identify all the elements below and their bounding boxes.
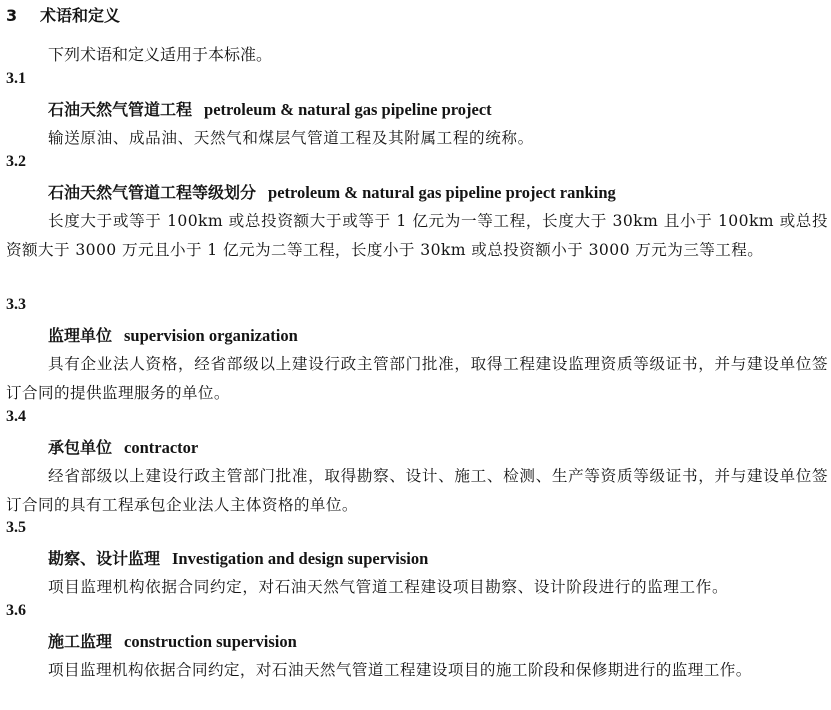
- section-intro: 下列术语和定义适用于本标准。: [48, 45, 273, 64]
- section-number: 3: [6, 6, 18, 25]
- term-title-en: contractor: [124, 438, 199, 457]
- term-definition: 具有企业法人资格，经省部级以上建设行政主管部门批准，取得工程建设监理资质等级证书，并与建设单位签订合同的提供监理服务的单位。: [6, 355, 828, 402]
- term-number: 3.3: [6, 296, 26, 313]
- term-title-en: petroleum & natural gas pipeline project ranking: [268, 183, 616, 202]
- term-definition: 经省部级以上建设行政主管部门批准，取得勘察、设计、施工、检测、生产等资质等级证书，并与建设单位签订合同的具有工程承包企业法人主体资格的单位。: [6, 467, 828, 514]
- term-definition: 项目监理机构依据合同约定，对石油天然气管道工程建设项目勘察、设计阶段进行的监理工作。: [48, 578, 729, 596]
- term-title-zh: 承包单位: [48, 438, 113, 457]
- term-definition: 项目监理机构依据合同约定，对石油天然气管道工程建设项目的施工阶段和保修期进行的监理工作。: [48, 661, 752, 679]
- term-title: [48, 97, 492, 120]
- term-title: [48, 629, 297, 652]
- term-title-zh: 监理单位: [48, 326, 113, 345]
- term-title: [48, 435, 198, 458]
- term-definition: 长度大于或等于 100km 或总投资额大于或等于 1 亿元为一等工程，长度大于 30km 且小于 100km 或总投资额大于 3000 万元且小于 1 亿元为二等工程，长度小于 30km 或总投资额小于 3000 万元为三等工程。: [6, 212, 828, 259]
- term-title-zh: 勘察、设计监理: [48, 549, 161, 568]
- term-title-en: Investigation and design supervision: [172, 549, 429, 568]
- term-number: 3.2: [6, 153, 26, 170]
- term-title-zh: 石油天然气管道工程等级划分: [48, 183, 257, 202]
- term-title-zh: 石油天然气管道工程: [48, 100, 193, 119]
- term-title-en: petroleum & natural gas pipeline project: [204, 100, 492, 119]
- term-title-en: supervision organization: [124, 326, 298, 345]
- term-definition: 输送原油、成品油、天然气和煤层气管道工程及其附属工程的统称。: [48, 129, 534, 147]
- term-title: [48, 546, 428, 569]
- term-title: [48, 323, 298, 346]
- term-title: [48, 180, 616, 203]
- section-title: 术语和定义: [40, 6, 121, 25]
- term-number: 3.1: [6, 70, 26, 87]
- term-title-zh: 施工监理: [48, 632, 113, 651]
- term-title-en: construction supervision: [124, 632, 297, 651]
- term-number: 3.6: [6, 602, 26, 619]
- term-number: 3.5: [6, 519, 26, 536]
- term-number: 3.4: [6, 408, 26, 425]
- section-heading: [6, 3, 120, 26]
